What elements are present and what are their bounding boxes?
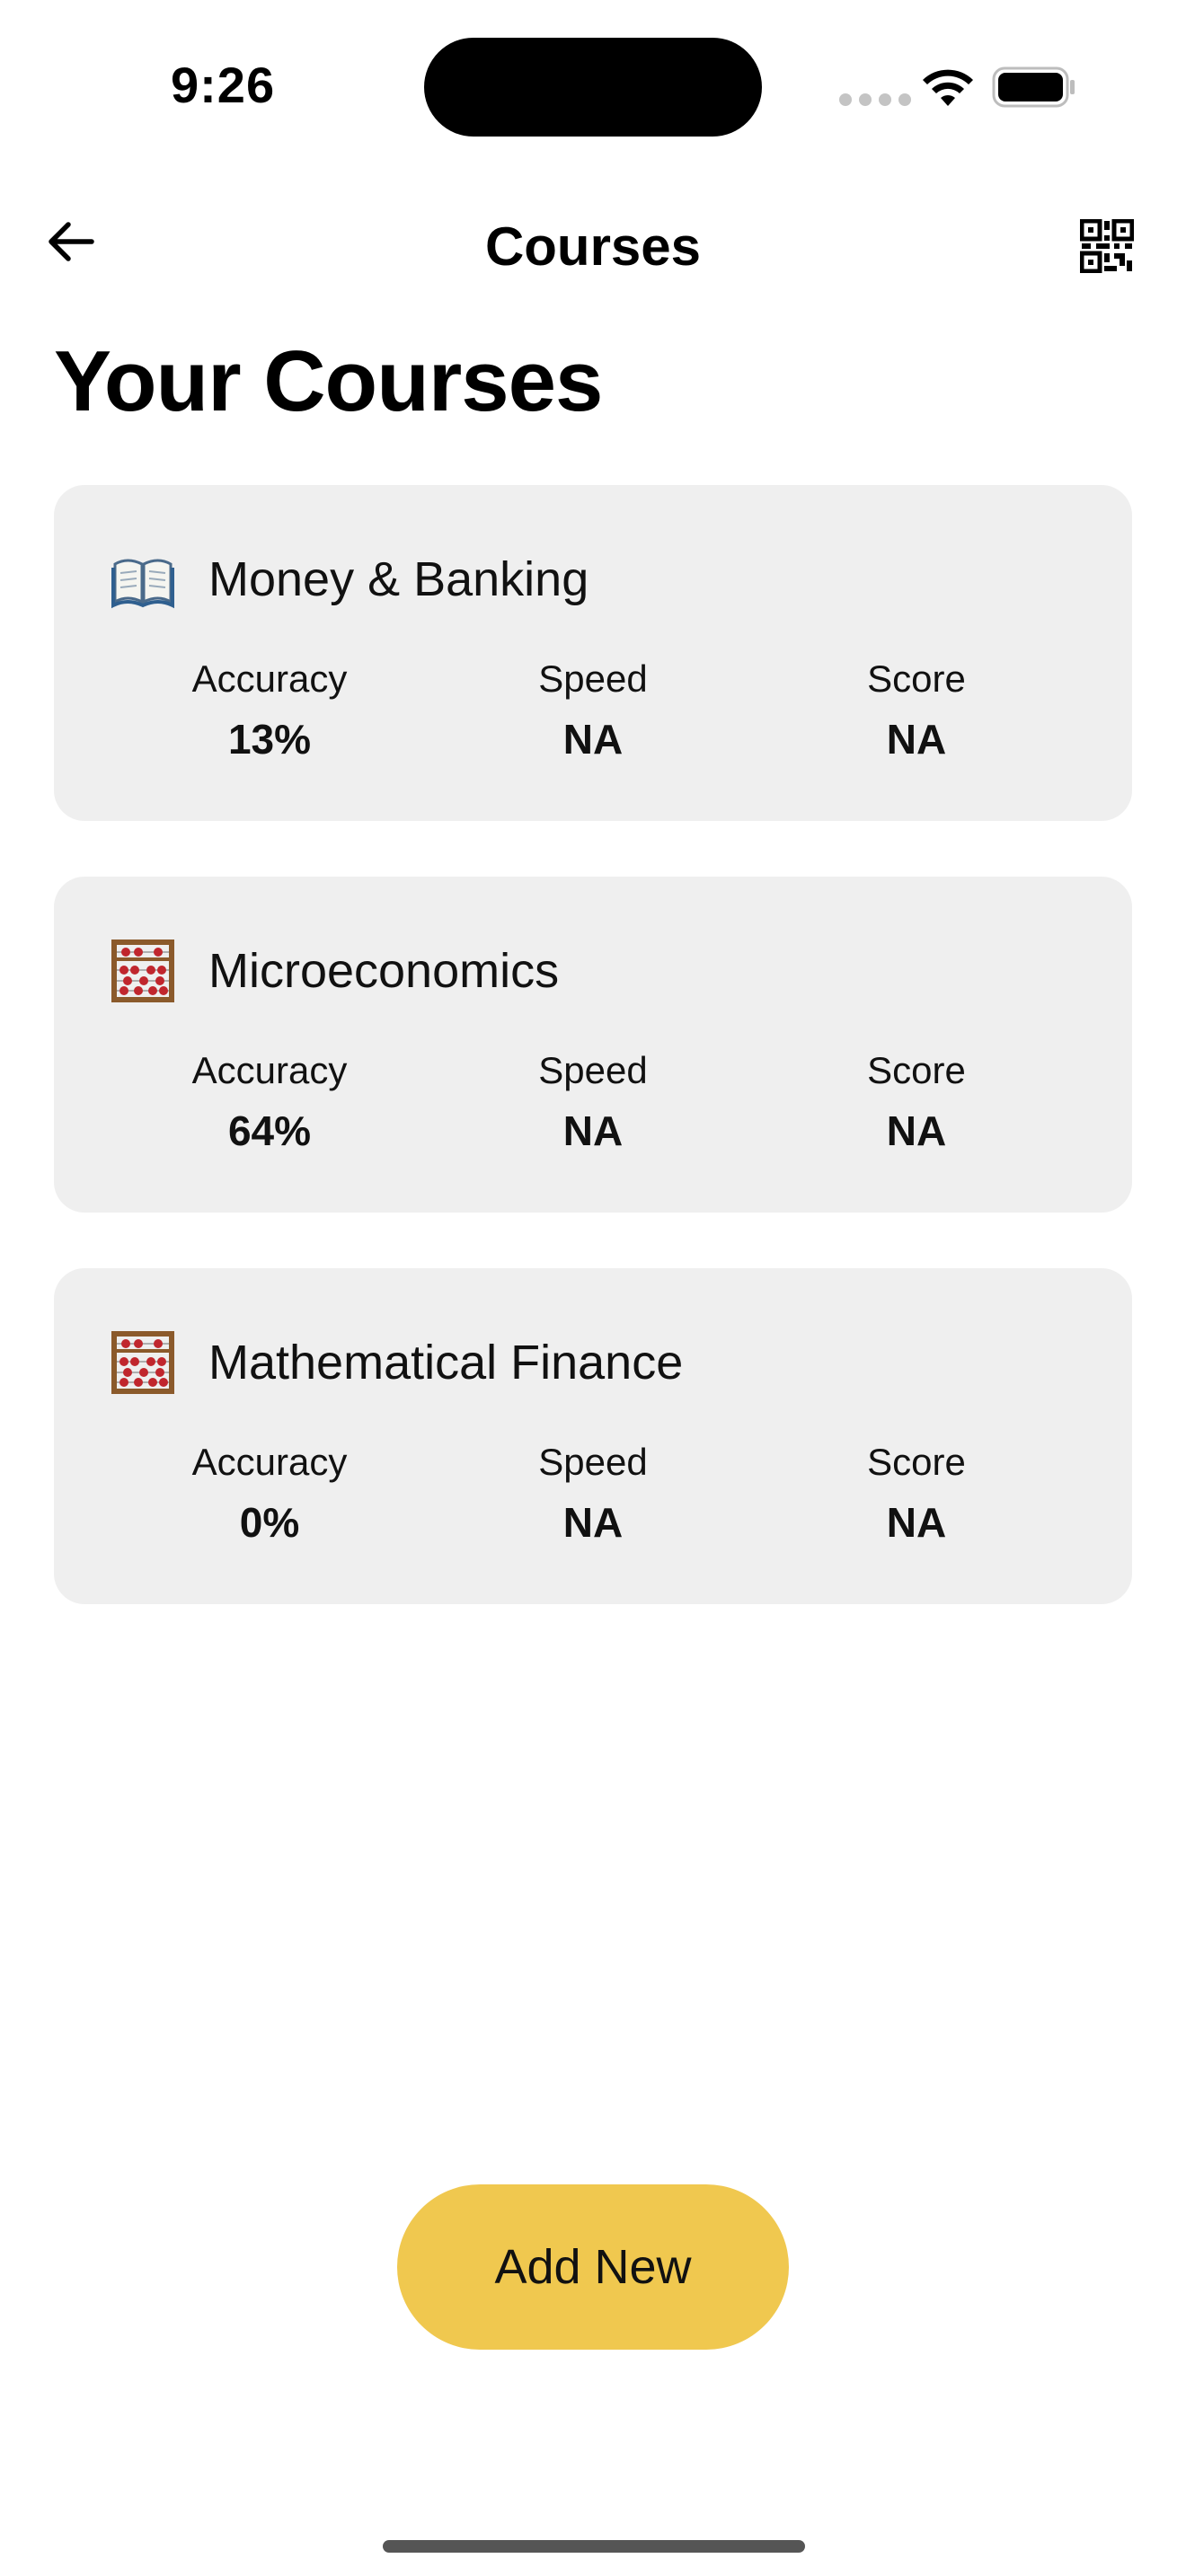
accuracy-value: 0% <box>239 1499 300 1546</box>
page-heading: Your Courses <box>54 333 603 429</box>
accuracy-metric <box>108 1441 431 1547</box>
speed-label: Speed <box>538 657 648 700</box>
cellular-signal-icon <box>839 93 911 106</box>
score-label: Score <box>867 1049 966 1091</box>
status-time: 9:26 <box>171 57 276 113</box>
course-metrics <box>54 1441 1132 1547</box>
score-metric <box>755 657 1078 763</box>
course-metrics <box>54 1049 1132 1155</box>
score-value: NA <box>886 1107 947 1154</box>
course-card-mathematical-finance[interactable] <box>54 1268 1132 1604</box>
course-card-money-banking[interactable] <box>54 485 1132 821</box>
score-metric <box>755 1049 1078 1155</box>
abacus-icon <box>111 940 174 1002</box>
speed-label: Speed <box>538 1441 648 1483</box>
course-list <box>54 485 1132 1604</box>
qr-code-icon <box>1080 219 1134 273</box>
accuracy-label: Accuracy <box>191 1441 348 1483</box>
speed-metric <box>431 657 755 763</box>
accuracy-metric <box>108 1049 431 1155</box>
qr-code-button[interactable] <box>1080 219 1134 273</box>
course-card-microeconomics[interactable] <box>54 877 1132 1213</box>
course-metrics <box>54 657 1132 763</box>
speed-value: NA <box>562 1499 624 1546</box>
dynamic-island <box>424 38 762 137</box>
accuracy-value: 13% <box>227 716 312 763</box>
score-label: Score <box>867 1441 966 1483</box>
speed-value: NA <box>562 1107 624 1154</box>
open-book-icon <box>111 548 174 611</box>
score-label: Score <box>867 657 966 700</box>
accuracy-label: Accuracy <box>191 657 348 700</box>
speed-metric <box>431 1441 755 1547</box>
course-name: Microeconomics <box>208 944 560 998</box>
score-value: NA <box>886 1499 947 1546</box>
course-name: Mathematical Finance <box>208 1336 684 1389</box>
battery-icon <box>992 66 1076 108</box>
speed-metric <box>431 1049 755 1155</box>
speed-value: NA <box>562 716 624 763</box>
score-metric <box>755 1441 1078 1547</box>
abacus-icon <box>111 1331 174 1394</box>
wifi-icon <box>920 66 976 108</box>
score-value: NA <box>886 716 947 763</box>
accuracy-label: Accuracy <box>191 1049 348 1091</box>
nav-title: Courses <box>484 216 702 277</box>
accuracy-value: 64% <box>227 1107 312 1154</box>
course-name: Money & Banking <box>208 552 589 606</box>
accuracy-metric <box>108 657 431 763</box>
home-indicator[interactable] <box>383 2540 805 2553</box>
speed-label: Speed <box>538 1049 648 1091</box>
add-new-button[interactable]: Add New <box>397 2184 789 2350</box>
